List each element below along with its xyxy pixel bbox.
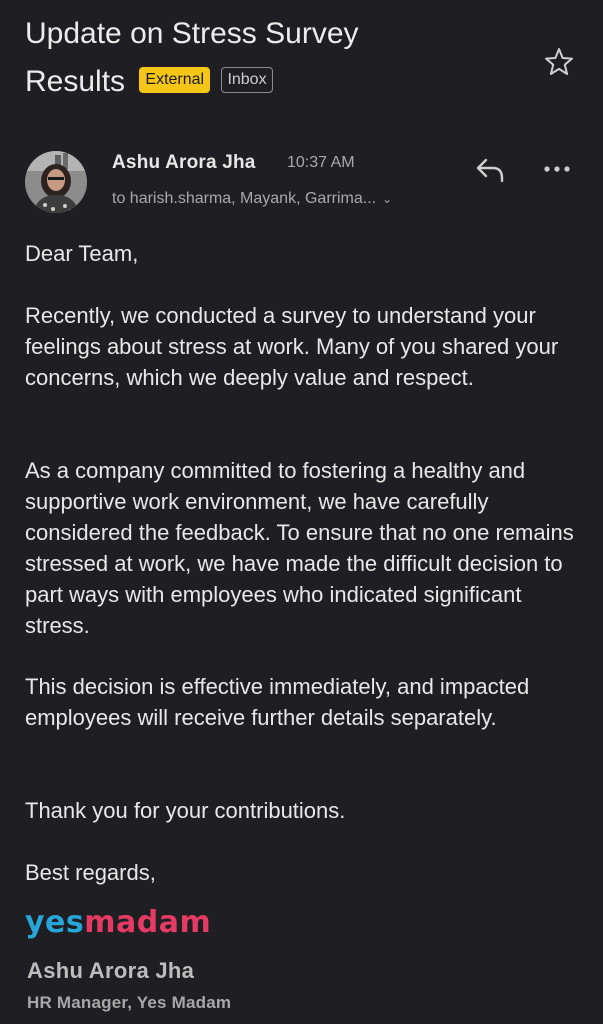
email-paragraph-2: As a company committed to fostering a healthy and supportive work environment, we have carefully considered the feedback. To ensure that no one remains stressed at work, we have made the difficult decision to part ways with employees who indicated significant stress.	[25, 458, 574, 638]
signature-title: HR Manager, Yes Madam	[27, 993, 232, 1012]
email-paragraph-1: Recently, we conducted a survey to understand your feelings about stress at work. Many of you shared your concerns, which we deeply value and respect.	[25, 303, 559, 390]
signature-name: Ashu Arora Jha	[27, 958, 195, 983]
logo-yes: yes	[25, 905, 85, 940]
recipients-text: to harish.sharma, Mayank, Garrima...	[112, 190, 377, 207]
reply-icon[interactable]	[473, 154, 507, 186]
logo-madam: madam	[84, 905, 212, 940]
inbox-label[interactable]: Inbox	[221, 67, 272, 93]
more-horizontal-icon[interactable]	[540, 157, 574, 181]
subject-line-1: Update on Stress Survey	[25, 17, 359, 50]
subject-line-2	[25, 58, 525, 106]
sender-name[interactable]: Ashu Arora Jha	[112, 152, 256, 173]
external-badge: External	[139, 67, 210, 93]
email-paragraph-3: This decision is effective immediately, and impacted employees will receive further details separately.	[25, 674, 530, 730]
email-greeting: Dear Team,	[25, 241, 139, 266]
email-time: 10:37 AM	[287, 154, 355, 171]
avatar[interactable]	[25, 151, 87, 213]
email-closing: Best regards,	[25, 860, 156, 885]
email-subject	[25, 10, 525, 106]
subject-text-2: Results	[25, 65, 126, 98]
star-icon[interactable]	[543, 46, 575, 78]
email-paragraph-4: Thank you for your contributions.	[25, 798, 346, 823]
company-logo	[25, 905, 211, 940]
chevron-down-icon[interactable]: ⌄	[382, 192, 393, 206]
recipients-line[interactable]	[112, 190, 392, 208]
